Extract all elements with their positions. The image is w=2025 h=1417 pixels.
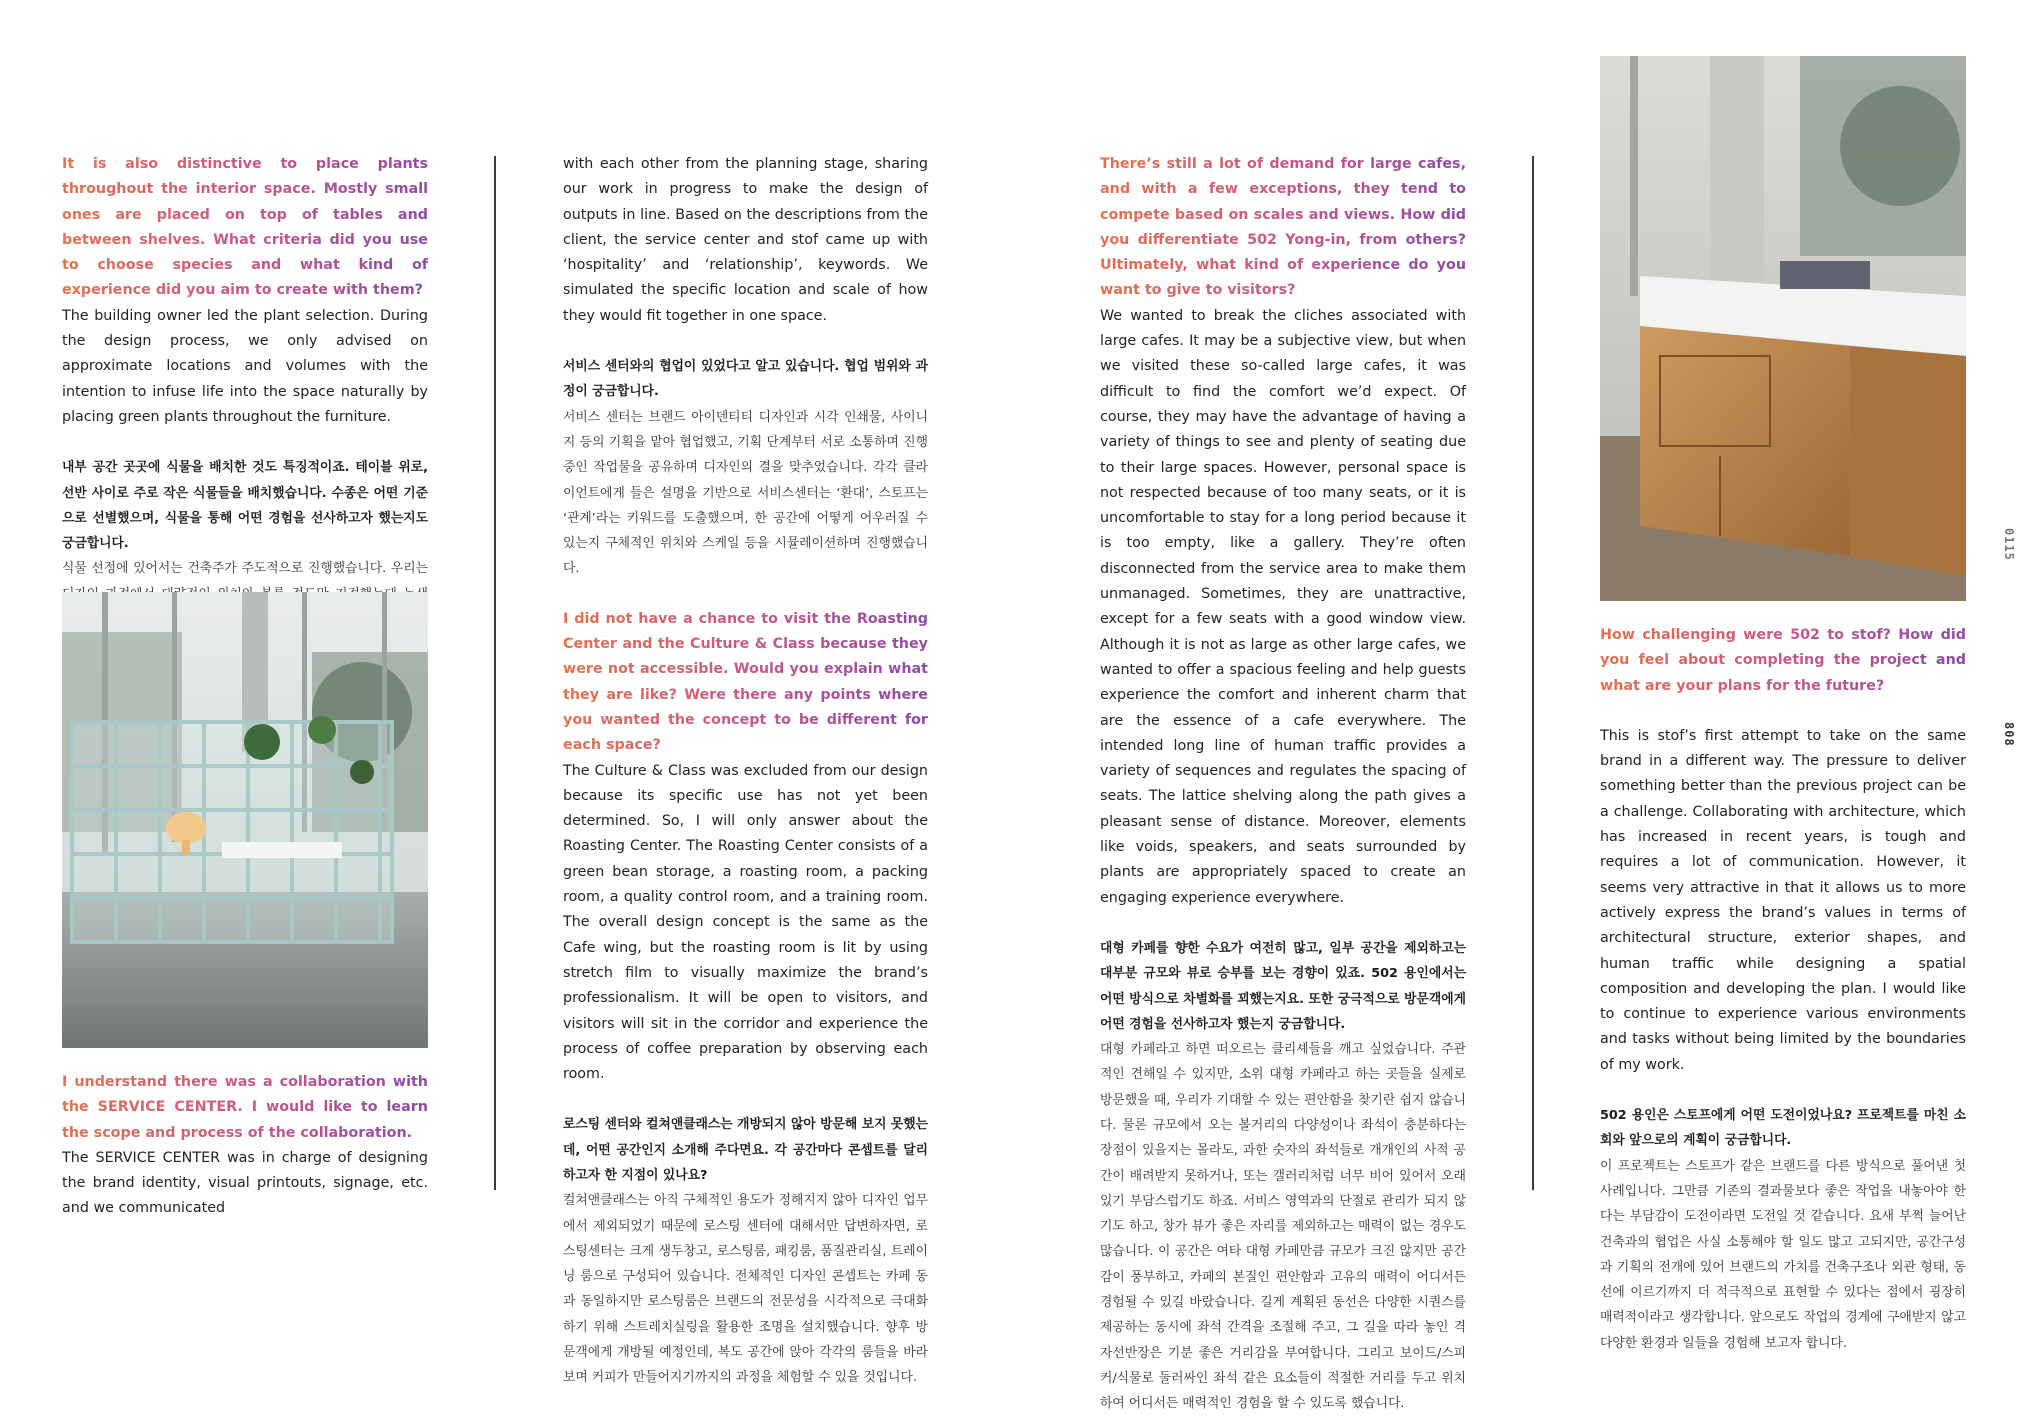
answer-challenge-en: This is stof’s first attempt to take on the same brand in a different way. The pressure to deliver something better than the previous project can be a challenge. Collaborating with architecture, which has increased in recent years, is tough and requires a lot of communication. However, it seems very attractive in that it allows us to more actively express the brand’s values in terms of architectural structure, exterior shapes, and human traffic while designing a spatial composition and developing the plan. I would like to continue to experience various environments and tasks without being limited by the boundaries of my work. [1600, 727, 1966, 1073]
answer-roasting-en: The Culture & Class was excluded from our design because its specific use has not yet been determined. So, I will only answer about the Roasting Center. The Roasting Center consists of a green bean storage, a roasting room, a packing room, a quality control room, and a training room. The overall design concept is the same as the Cafe wing, but the roasting room is lit by using stretch film to visually maximize the brand’s professionalism. It will be open to visitors, and visitors will sit in the corridor and experience the process of coffee preparation by observing each room. [563, 762, 928, 1083]
column-divider-1 [494, 156, 496, 1190]
question-large-cafes-kr: 대형 카페를 향한 수요가 여전히 많고, 일부 공간을 제외하고는 대부분 규모와 뷰로 승부를 보는 경향이 있죠. 502 용인에서는 어떤 방식으로 차별화를 꾀했는지요. 또한 궁극적으로 방문객에게 어떤 경험을 선사하고자 했는지 궁금합니다. [1100, 940, 1466, 1032]
right-column-4 [1600, 623, 1966, 1356]
question-plants-kr: 내부 공간 곳곳에 식물을 배치한 것도 특징적이죠. 테이블 위로, 선반 사이로 주로 작은 식물들을 배치했습니다. 수종은 어떤 기준으로 선별했으며, 식물을 통해 어떤 경험을 선사하고자 했는지도 궁금합니다. [62, 460, 428, 552]
left-page [0, 0, 1012, 1386]
left-column-1-bottom [62, 1070, 428, 1222]
photo-wood-counter [1600, 56, 1966, 601]
lattice-shelving-illustration [62, 592, 428, 1048]
left-column-2 [563, 152, 928, 1391]
question-plants-en: It is also distinctive to place plants throughout the interior space. Mostly small ones are placed on top of tables and between shelves. What criteria did you use to choose species and what kind of experience did you aim to create with them? [62, 152, 428, 304]
question-collab-en: I understand there was a collaboration with the SERVICE CENTER. I would like to learn the scope and process of the collaboration. [62, 1070, 428, 1146]
right-column-3 [1100, 152, 1466, 1417]
photo-lattice-shelving [62, 592, 428, 1048]
column-divider-2 [1532, 156, 1534, 1190]
answer-plants-kr: 식물 선정에 있어서는 건축주가 주도적으로 진행했습니다. 우리는 [62, 561, 428, 577]
answer-plants-en: The building owner led the plant selection. During the design process, we only advised on approximate locations and volumes with the intention to infuse life into the space naturally by placing green plants throughout the furniture. [62, 307, 428, 425]
answer-collab-en-cont: with each other from the planning stage, sharing our work in progress to make the design of outputs in line. Based on the descriptions from the client, the service center and stof came up with ‘hospitality’ and ‘relationship’, keywords. We simulated the specific location and scale of how they would fit together in one space. [563, 156, 928, 324]
question-large-cafes-en: There’s still a lot of demand for large cafes, and with a few exceptions, they tend to compete based on scales and views. How did you differentiate 502 Yong-in, from others? Ultimately, what kind of experience do you want to give to visitors? [1100, 152, 1466, 304]
answer-collab-kr: 서비스 센터는 브랜드 아이덴티티 디자인과 시각 인쇄물, 사이니지 등의 기획을 맡아 협업했고, 기획 단계부터 서로 소통하며 진행 중인 작업물을 공유하며 디자인의 결을 맞추었습니다. 각각 클라이언트에게 들은 설명을 기반으로 서비스센터는 ‘환대’, 스토프는 ‘관계’라는 키워드를 도출했으며, 한 공간에 어떻게 어우러질 수 있는지 구체적인 위치와 스케일 등을 시뮬레이션하며 진행했습니다. [563, 409, 928, 577]
page-number: 0115 [2002, 528, 2016, 561]
answer-challenge-kr: 이 프로젝트는 스토프가 같은 브랜드를 다른 방식으로 풀어낸 첫 사례입니다. 그만큼 기존의 결과물보다 좋은 작업을 내놓아야 한다는 부담감이 도전이라면 도전일 것 같습니다. 요새 부쩍 늘어난 건축과의 협업은 사실 소통해야 할 일도 많고 고되지만, 공간구성과 기획의 전개에 있어 브랜드의 가치를 건축구조나 외관 형태, 동선에 이르기까지 더 적극적으로 표현할 수 있다는 점에서 굉장히 매력적이라고 생각합니다. 앞으로도 작업의 경계에 구애받지 않고 다양한 환경과 일들을 경험해 보고자 합니다. [1600, 1158, 1966, 1351]
answer-large-cafes-en: We wanted to break the cliches associated with large cafes. It may be a subjective view, but when we visited these so-called large cafes, it was difficult to find the comfort we’d expect. Of course, they may have the advantage of having a variety of things to see and plenty of seating due to their large spaces. However, personal space is not respected because of too many seats, or it is uncomfortable to stay for a long period because it is too empty, like a gallery. They’re often disconnected from the service area to make them unmanaged. Sometimes, they are unattractive, except for a few seats with a good window view. Although it is not as large as other large cafes, we wanted to offer a spacious feeling and help guests experience the comfort and inherent charm that are the essence of a cafe everywhere. The intended long line of human traffic provides a variety of sequences and regulates the spacing of seats. The lattice shelving along the path gives a pleasant sense of distance. Moreover, elements like voids, speakers, and seats surrounded by plants are appropriately spaced to create an engaging experience everywhere. [1100, 307, 1466, 906]
question-roasting-en: I did not have a chance to visit the Roasting Center and the Culture & Class because they were not accessible. Would you explain what they are like? Were there any points where you wanted the concept to be different for each space? [563, 607, 928, 759]
left-column-1 [62, 152, 428, 658]
question-challenge-en: How challenging were 502 to stof? How did you feel about completing the project and what are your plans for the future? [1600, 623, 1966, 699]
question-challenge-kr: 502 용인은 스토프에게 어떤 도전이었나요? 프로젝트를 마친 소회와 앞으로의 계획이 궁금합니다. [1600, 1108, 1966, 1149]
wood-counter-illustration [1600, 56, 1966, 601]
question-collab-kr: 서비스 센터와의 협업이 있었다고 알고 있습니다. 협업 범위와 과정이 궁금합니다. [563, 359, 928, 400]
right-page [1012, 0, 2025, 1412]
issue-number: 808 [2002, 722, 2016, 747]
answer-large-cafes-kr: 대형 카페라고 하면 떠오르는 클리셰들을 깨고 싶었습니다. 주관적인 견해일 수 있지만, 소위 대형 카페라고 하는 곳들을 실제로 방문했을 때, 우리가 기대할 수 있는 편안함을 찾기란 쉽지 않습니다. 물론 규모에서 오는 볼거리의 다양성이나 좌석이 충분하다는 장점이 있을지는 몰라도, 과한 숫자의 좌석들로 개개인의 사적 공간이 배려받지 못하거나, 또는 갤러리처럼 너무 비어 있어서 오래 있기 부담스럽기도 하죠. 서비스 영역과의 단절로 관리가 되지 않기도 하고, 창가 뷰가 좋은 자리를 제외하고는 매력이 없는 경우도 많습니다. 이 공간은 여타 대형 카페만큼 규모가 크진 않지만 공간감이 풍부하고, 카페의 본질인 편안함과 고유의 매력이 어디서든 경험될 수 있길 바랐습니다. 길게 계획된 동선은 다양한 시퀀스를 제공하는 동시에 좌석 간격을 조절해 주고, 그 길을 따라 놓인 격자선반장은 기분 좋은 거리감을 부여합니다. 그리고 보이드/스피커/식물로 둘러싸인 좌석 같은 요소들이 적절한 거리를 두고 위치하여 어디서든 매력적인 경험을 할 수 있도록 했습니다. [1100, 1042, 1466, 1412]
answer-roasting-kr: 컬쳐앤클래스는 아직 구체적인 용도가 정해지지 않아 디자인 업무에서 제외되었기 때문에 로스팅 센터에 대해서만 답변하자면, 로스팅센터는 크게 생두창고, 로스팅룸, 패킹룸, 품질관리실, 트레이닝 룸으로 구성되어 있습니다. 전체적인 디자인 콘셉트는 카페 동과 동일하지만 로스팅룸은 브랜드의 전문성을 시각적으로 극대화하기 위해 스트레치실링을 활용한 조명을 설치했습니다. 향후 방문객에게 개방될 예정인데, 복도 공간에 앉아 각각의 룸들을 바라보며 커피가 만들어지기까지의 과정을 체험할 수 있을 것입니다. [563, 1193, 928, 1386]
answer-collab-en-start: The SERVICE CENTER was in charge of designing the brand identity, visual printouts, signage, etc. and we communicated [62, 1149, 428, 1217]
question-roasting-kr: 로스팅 센터와 컬쳐앤클래스는 개방되지 않아 방문해 보지 못했는데, 어떤 공간인지 소개해 주다면요. 각 공간마다 콘셉트를 달리하고자 한 지점이 있나요? [563, 1117, 928, 1183]
